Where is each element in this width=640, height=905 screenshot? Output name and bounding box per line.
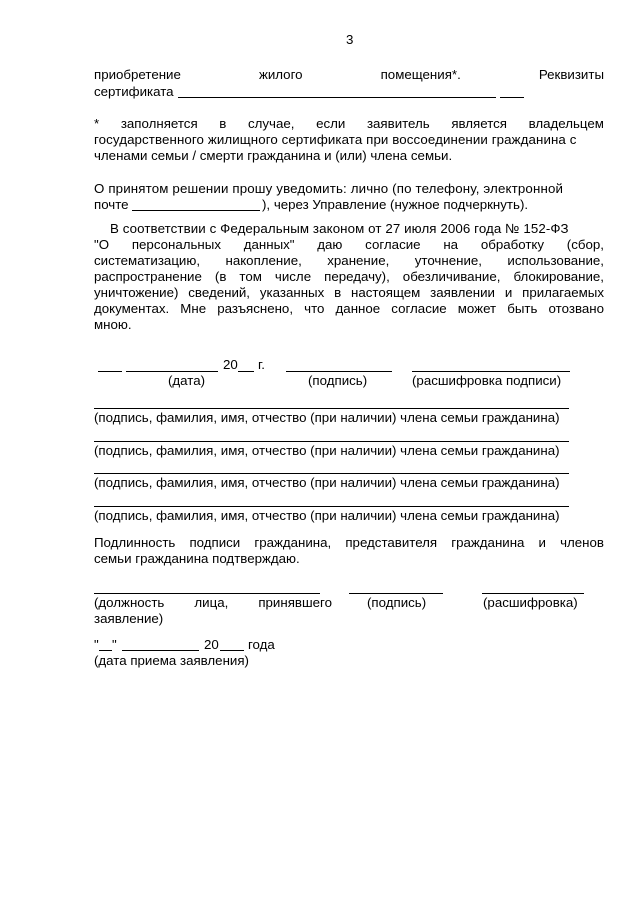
receipt-day-field[interactable] <box>99 650 112 651</box>
official-position-word: (должность <box>94 595 165 610</box>
receipt-year-suffix: года <box>248 637 275 652</box>
page-number: 3 <box>346 32 354 47</box>
consent-line-4: распространение (в том числе передачу), обезличивание, блокирование, <box>94 269 604 284</box>
authenticity-line-2: семьи гражданина подтверждаю. <box>94 551 300 566</box>
receipt-month-field[interactable] <box>122 650 199 651</box>
consent-line-1: В соответствии с Федеральным законом от 27 июля 2006 года № 152-ФЗ <box>110 221 569 236</box>
official-decoding-label: (расшифровка) <box>483 595 578 610</box>
family-member-field[interactable] <box>94 506 569 507</box>
family-member-field[interactable] <box>94 441 569 442</box>
consent-line-7: мною. <box>94 317 132 332</box>
signature-label: (подпись) <box>308 373 368 388</box>
notify-line-2-suffix: ), через Управление (нужное подчеркнуть). <box>262 197 529 212</box>
family-member-field[interactable] <box>94 473 569 474</box>
official-position-label-line-1 <box>94 595 332 611</box>
consent-line-5: уничтожение) сведений, указанных в настоящем заявлении и прилагаемых <box>94 285 604 300</box>
official-position-field[interactable] <box>94 593 320 594</box>
notify-email-field[interactable] <box>132 210 260 211</box>
receipt-date-label: (дата приема заявления) <box>94 653 249 668</box>
notify-line-1: О принятом решении прошу уведомить: лично (по телефону, электронной <box>94 181 564 196</box>
footnote-word: заполняется <box>120 116 198 131</box>
certificate-details-field-extra[interactable] <box>500 97 524 98</box>
footnote-word: если <box>316 116 346 131</box>
date-year-prefix: 20 <box>223 357 238 372</box>
notify-email-label: почте <box>94 197 129 212</box>
footnote-line-1 <box>94 116 604 132</box>
date-month-field[interactable] <box>126 371 218 372</box>
signature-decoding-label: (расшифровка подписи) <box>412 373 562 388</box>
family-member-label: (подпись, фамилия, имя, отчество (при наличии) члена семьи гражданина) <box>94 508 560 523</box>
signature-field[interactable] <box>286 371 392 372</box>
certificate-details-field[interactable] <box>178 97 496 98</box>
official-position-word: лица, <box>194 595 229 610</box>
date-year-suffix: г. <box>258 357 265 372</box>
date-label: (дата) <box>168 373 206 388</box>
signature-decoding-field[interactable] <box>412 371 570 372</box>
consent-line-3: систематизацию, накопление, хранение, уточнение, использование, <box>94 253 604 268</box>
acquisition-word: приобретение <box>94 67 181 82</box>
official-position-word: принявшего <box>258 595 332 610</box>
footnote-line-2: государственного жилищного сертификата при воссоединении гражданина с <box>94 132 577 147</box>
footnote-word: случае, <box>247 116 295 131</box>
footnote-word: в <box>219 116 227 131</box>
official-signature-label: (подпись) <box>367 595 427 610</box>
receipt-quote-open: " <box>94 637 99 652</box>
authenticity-line-1: Подлинность подписи гражданина, представителя гражданина и членов <box>94 535 604 550</box>
consent-line-2: "О персональных данных" даю согласие на обработку (сбор, <box>94 237 604 252</box>
date-day-field[interactable] <box>98 371 122 372</box>
official-decoding-field[interactable] <box>482 593 584 594</box>
family-member-label: (подпись, фамилия, имя, отчество (при наличии) члена семьи гражданина) <box>94 475 560 490</box>
date-year-field[interactable] <box>238 371 254 372</box>
footnote-word: владельцем <box>528 116 604 131</box>
family-member-label: (подпись, фамилия, имя, отчество (при наличии) члена семьи гражданина) <box>94 443 560 458</box>
acquisition-word: жилого <box>258 67 303 82</box>
receipt-year-field[interactable] <box>220 650 244 651</box>
acquisition-word: помещения*. <box>380 67 461 82</box>
footnote-word: * <box>94 116 100 131</box>
consent-line-6: документах. Мне разъяснено, что данное согласие может быть отозвано <box>94 301 604 316</box>
receipt-year-prefix: 20 <box>204 637 219 652</box>
family-member-field[interactable] <box>94 408 569 409</box>
footnote-word: является <box>451 116 507 131</box>
official-signature-field[interactable] <box>349 593 443 594</box>
acquisition-line-1 <box>94 67 604 83</box>
footnote-word: заявитель <box>366 116 430 131</box>
official-position-label-line-2: заявление) <box>94 611 164 626</box>
certificate-details-label: сертификата <box>94 84 174 99</box>
family-member-label: (подпись, фамилия, имя, отчество (при наличии) члена семьи гражданина) <box>94 410 560 425</box>
acquisition-word: Реквизиты <box>538 67 605 82</box>
footnote-line-3: членами семьи / смерти гражданина и (или) члена семьи. <box>94 148 453 163</box>
receipt-quote-close: " <box>112 637 117 652</box>
